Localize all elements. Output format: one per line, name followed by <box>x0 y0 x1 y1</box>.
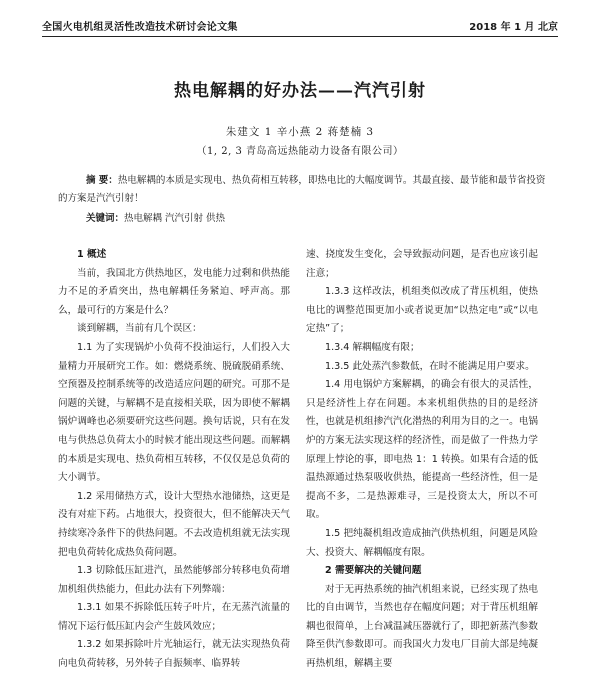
body-paragraph: 1.3.1 如果不拆除低压转子叶片，在无蒸汽流量的情况下运行低压缸内会产生鼓风效应； <box>58 602 290 632</box>
keywords <box>86 210 548 228</box>
keywords-text: 热电解耦 汽汽引射 供热 <box>124 213 226 224</box>
keywords-label: 关键词： <box>86 213 125 224</box>
abstract <box>58 172 548 208</box>
body-column-left <box>58 246 290 674</box>
body-paragraph: 1.1 为了实现锅炉小负荷不投油运行，人们投入大量精力开展研究工作。如：燃烧系统、脱硫脱硝系统、空预器及控制系统等的改造适应问题的研究。可那不是问题的关键，与解耦不是直接相关联，因为即使不解耦锅炉调峰也必须要研究这些问题。换句话说，只有在发电与供热总负荷太小的时候才能出现这些问题。而解耦的本质是实现电、热负荷相互转移，不仅仅是总负荷的大小调节。 <box>58 341 290 484</box>
body-paragraph: 1.3.5 此处蒸汽参数低，在时不能满足用户要求。 <box>325 360 535 372</box>
header-divider <box>42 36 558 37</box>
body-paragraph: 对于无再热系统的抽汽机组来说，已经实现了热电比的自由调节，当然也存在幅度问题；对于背压机组解耦也很简单，上台减温减压器就行了，即把新蒸汽参数降至供汽参数即可。而我国火力发电厂目前大部是纯凝再热机组，解耦主要 <box>306 583 538 670</box>
body-paragraph: 谈到解耦，当前有几个误区： <box>77 323 202 335</box>
author-list: 朱建文 1 辛小燕 2 蒋楚楠 3 <box>225 126 375 138</box>
author-affiliation: （1, 2, 3 青岛高远热能动力设备有限公司） <box>196 146 404 157</box>
running-header <box>42 18 558 36</box>
body-paragraph: 1.5 把纯凝机组改造成抽汽供热机组，问题是风险大、投资大、解耦幅度有限。 <box>306 527 538 558</box>
body-paragraph: 当前，我国北方供热地区，发电能力过剩和供热能力不足的矛盾突出，热电解耦任务紧迫、呼声高。那么，最可行的方案是什么？ <box>58 267 290 316</box>
body-paragraph: 速、挠度发生变化，会导致振动问题，是否也应该引起注意； <box>306 249 538 279</box>
body-paragraph: 1.3.2 如果拆除叶片光轴运行，就无法实现热负荷向电负荷转移，另外转子自振频率、临界转 <box>58 639 290 670</box>
body-column-right <box>306 246 538 674</box>
paper-title: 热电解耦的好办法——汽汽引射 <box>174 81 426 101</box>
abstract-label: 摘 要： <box>86 175 118 186</box>
body-paragraph: 1.3.3 这样改法，机组类似改成了背压机组，使热电比的调整范围更加小或者说更加“以热定电”或“以电定热”了； <box>306 286 538 335</box>
section-heading: 1 概述 <box>77 249 107 260</box>
body-paragraph: 1.3 切除低压缸进汽，虽然能够部分转移电负荷增加机组供热能力，但此办法有下列弊端： <box>58 565 290 595</box>
abstract-text: 热电解耦的本质是实现电、热负荷相互转移，即热电比的大幅度调节。其最直接、最节能和最节省投资的方案是汽汽引射！ <box>58 175 546 204</box>
header-proceedings-title: 全国火电机组灵活性改造技术研讨会论文集 <box>42 22 238 33</box>
section-heading: 2 需要解决的关键问题 <box>325 565 422 577</box>
body-paragraph: 1.3.4 解耦幅度有限； <box>325 341 420 353</box>
body-paragraph: 1.2 采用储热方式，设计大型热水池储热，这更是没有对症下药。占地很大，投资很大，但不能解决天气持续寒冷条件下的供热问题。不去改造机组就无法实现把电负荷转化成热负荷问题。 <box>58 490 290 558</box>
body-paragraph: 1.4 用电锅炉方案解耦，的确会有很大的灵活性，只是经济性上存在问题。本来机组供热的目的是经济性，也就是机组掺汽汽化潜热的利用为目的之一。电锅炉的方案无法实现这样的经济性，而是做了一件热力学原理上悖论的事，即电热 1：1 转换。如果有合适的低温热源通过热泵吸收供热，能提高一些经济性，但一是提高不多，二是热源难寻，三是投资太大，所以不可取。 <box>306 379 538 521</box>
header-date-location: 2018 年 1 月 北京 <box>469 22 558 33</box>
